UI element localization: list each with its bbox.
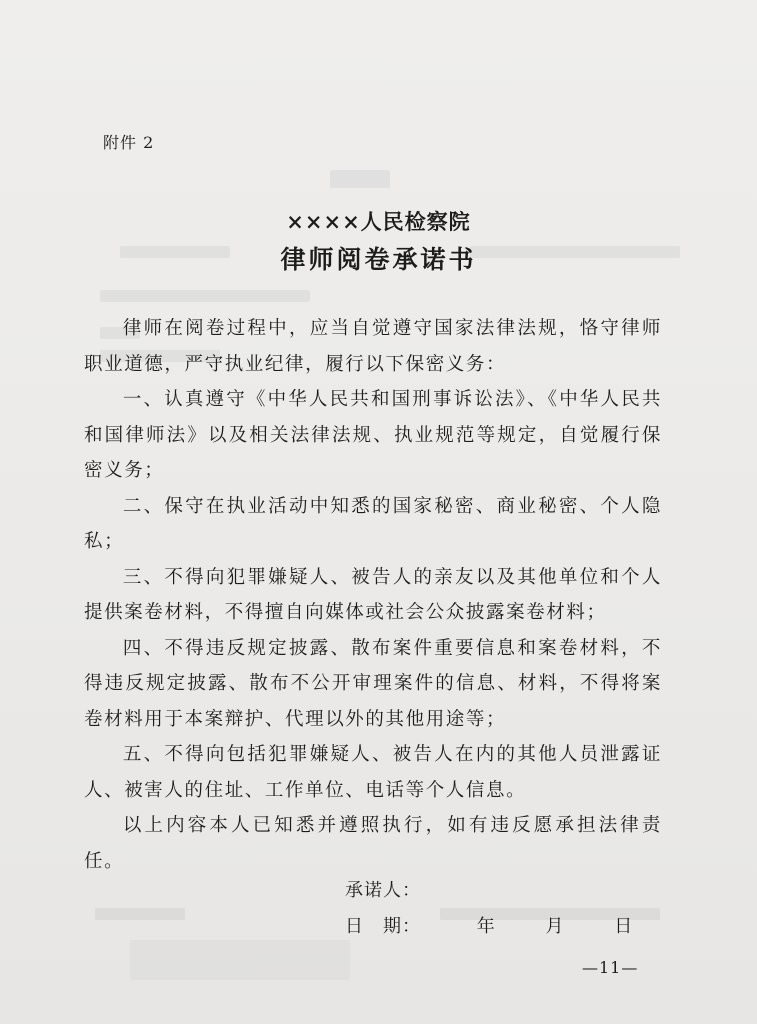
day-label: 日	[614, 916, 634, 937]
date-label: 日 期：	[345, 916, 421, 937]
document-title: 律师阅卷承诺书	[280, 245, 477, 274]
promisor-label: 承诺人：	[345, 880, 421, 901]
document-body	[84, 311, 662, 879]
promisor-line	[345, 876, 421, 902]
year-label: 年	[476, 916, 496, 937]
page-number: —11—	[582, 958, 639, 977]
organization-heading: ××××人民检察院	[286, 209, 471, 234]
paragraph-closing: 以上内容本人已知悉并遵照执行，如有违反愿承担法律责任。	[84, 815, 662, 872]
paragraph-item-3: 三、不得向犯罪嫌疑人、被告人的亲友以及其他单位和个人提供案卷材料，不得擅自向媒体或社会公众披露案卷材料；	[84, 566, 662, 623]
attachment-label: 附件 2	[103, 133, 155, 152]
paragraph-item-1: 一、认真遵守《中华人民共和国刑事诉讼法》、《中华人民共和国律师法》以及相关法律法规、执业规范等规定，自觉履行保密义务；	[84, 389, 662, 481]
month-label: 月	[545, 916, 565, 937]
paragraph-intro: 律师在阅卷过程中，应当自觉遵守国家法律法规，恪守律师职业道德，严守执业纪律，履行以下保密义务：	[84, 318, 662, 375]
paragraph-item-5: 五、不得向包括犯罪嫌疑人、被告人在内的其他人员泄露证人、被害人的住址、工作单位、电话等个人信息。	[84, 744, 662, 801]
date-line	[345, 912, 633, 938]
paragraph-item-2: 二、保守在执业活动中知悉的国家秘密、商业秘密、个人隐私；	[84, 495, 662, 552]
paragraph-item-4: 四、不得违反规定披露、散布案件重要信息和案卷材料，不得违反规定披露、散布不公开审理案件的信息、材料，不得将案卷材料用于本案辩护、代理以外的其他用途等；	[84, 637, 662, 730]
